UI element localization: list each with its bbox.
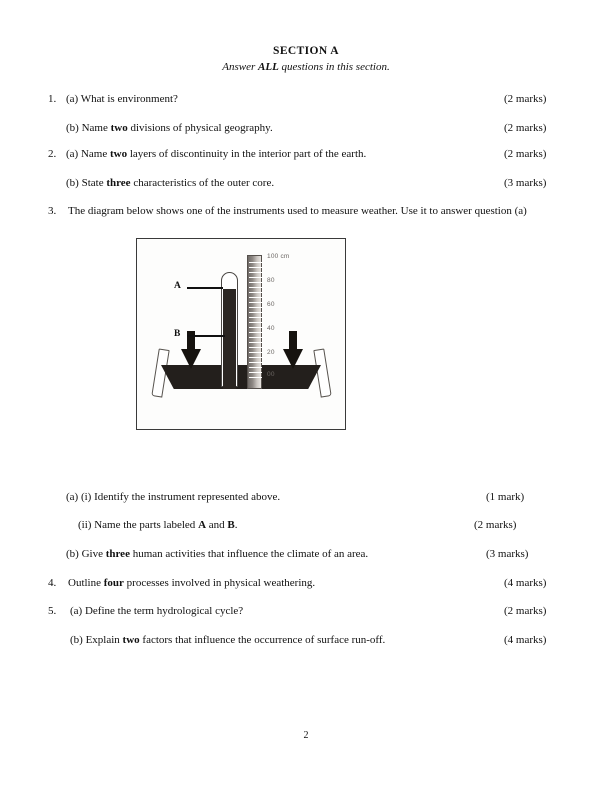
instruction-suffix: questions in this section. (278, 61, 390, 73)
question-part-label: (b) (66, 122, 79, 134)
question-row (48, 204, 568, 218)
section-title: SECTION A (273, 45, 339, 57)
q-text-a: Explain (85, 634, 123, 646)
pressure-arrow-right-icon (283, 331, 303, 369)
marks-allocation: (2 marks) (474, 519, 517, 531)
question-text: The diagram below shows one of the instruments used to measure weather. Use it to answer question (a) (68, 205, 527, 217)
marks-allocation: (1 mark) (486, 491, 525, 503)
q-text-b: and (206, 519, 228, 531)
q-text-b: divisions of physical geography. (127, 122, 273, 134)
question-number: 5. (48, 605, 57, 617)
q-text-bold: two (110, 122, 128, 134)
scale-label-80: 80 (267, 277, 275, 284)
question-text (82, 122, 273, 134)
scale-label-20: 20 (267, 349, 275, 356)
mercury-column (223, 289, 236, 389)
q-text-b: characteristics of the outer core. (130, 177, 275, 189)
question-row (48, 633, 568, 647)
scale-label-40: 40 (267, 325, 275, 332)
question-text (82, 548, 369, 560)
instruction-emphasis: ALL (258, 61, 279, 73)
marks-allocation: (2 marks) (504, 122, 547, 134)
section-instruction (0, 60, 612, 75)
figure-canvas (137, 239, 345, 429)
q-text-a: State (81, 177, 107, 189)
marks-allocation: (2 marks) (504, 148, 547, 160)
question-row (48, 121, 568, 135)
question-part-label: (a) (66, 148, 79, 160)
q-text-a: Name the parts labeled (94, 519, 199, 531)
question-text (81, 148, 366, 160)
marks-allocation: (2 marks) (504, 93, 547, 105)
leader-line-b (187, 335, 225, 337)
q-text-b: human activities that influence the climate of an area. (129, 548, 369, 560)
figure-label-b: B (174, 329, 181, 339)
question-row (48, 490, 586, 504)
figure-label-a: A (174, 281, 181, 291)
question-row (48, 92, 568, 106)
question-row (48, 547, 586, 561)
q-text-bold: two (109, 148, 128, 160)
leader-line-a (187, 287, 223, 289)
question-part-label: (a) (i) (66, 491, 92, 503)
scale-label-00: 00 (267, 371, 275, 378)
graduated-scale (247, 255, 262, 389)
question-part-label: (b) (70, 634, 83, 646)
question-part-label: (ii) (78, 519, 92, 531)
q-text-a: Name (81, 122, 111, 134)
question-text: What is environment? (80, 93, 178, 105)
marks-allocation: (3 marks) (486, 548, 529, 560)
instruction-prefix: Answer (222, 61, 259, 73)
marks-allocation: (4 marks) (504, 577, 547, 589)
question-row (48, 604, 568, 618)
question-text (68, 577, 315, 589)
scale-label-top: 100 cm (267, 253, 290, 260)
scale-label-60: 60 (267, 301, 275, 308)
question-text (94, 519, 237, 531)
question-part-label: (a) (66, 93, 79, 105)
question-part-label: (a) (70, 605, 83, 617)
question-row (48, 518, 598, 532)
q-text-bold: A (198, 519, 207, 531)
marks-allocation: (4 marks) (504, 634, 547, 646)
q-text-b: layers of discontinuity in the interior part of the earth. (127, 148, 367, 160)
question-text (82, 177, 275, 189)
question-number: 1. (48, 93, 57, 105)
question-row (48, 576, 568, 590)
question-number: 3. (48, 205, 57, 217)
q-text-b: factors that influence the occurrence of surface run-off. (139, 634, 386, 646)
q-text-bold: two (122, 634, 140, 646)
question-part-label: (b) (66, 548, 79, 560)
marks-allocation: (2 marks) (504, 605, 547, 617)
q-text-bold: four (103, 577, 124, 589)
q-text-b: processes involved in physical weathering. (123, 577, 316, 589)
question-text: Define the term hydrological cycle? (84, 605, 244, 617)
question-number: 4. (48, 577, 57, 589)
question-number: 2. (48, 148, 57, 160)
section-header (0, 44, 612, 75)
q-text-a: Name (80, 148, 110, 160)
question-row (48, 147, 568, 161)
question-row (48, 176, 568, 190)
question-part-label: (b) (66, 177, 79, 189)
q-text-c: . (234, 519, 238, 531)
barometer-figure (136, 238, 346, 430)
page-number: 2 (303, 730, 309, 741)
q-text-a: Give (81, 548, 106, 560)
marks-allocation: (3 marks) (504, 177, 547, 189)
q-text-a: Outline (68, 577, 104, 589)
question-text (86, 634, 386, 646)
q-text-bold: three (106, 177, 131, 189)
q-text-bold: three (105, 548, 130, 560)
q-text-bold2: B (227, 519, 235, 531)
question-text: Identify the instrument represented above. (94, 491, 281, 503)
